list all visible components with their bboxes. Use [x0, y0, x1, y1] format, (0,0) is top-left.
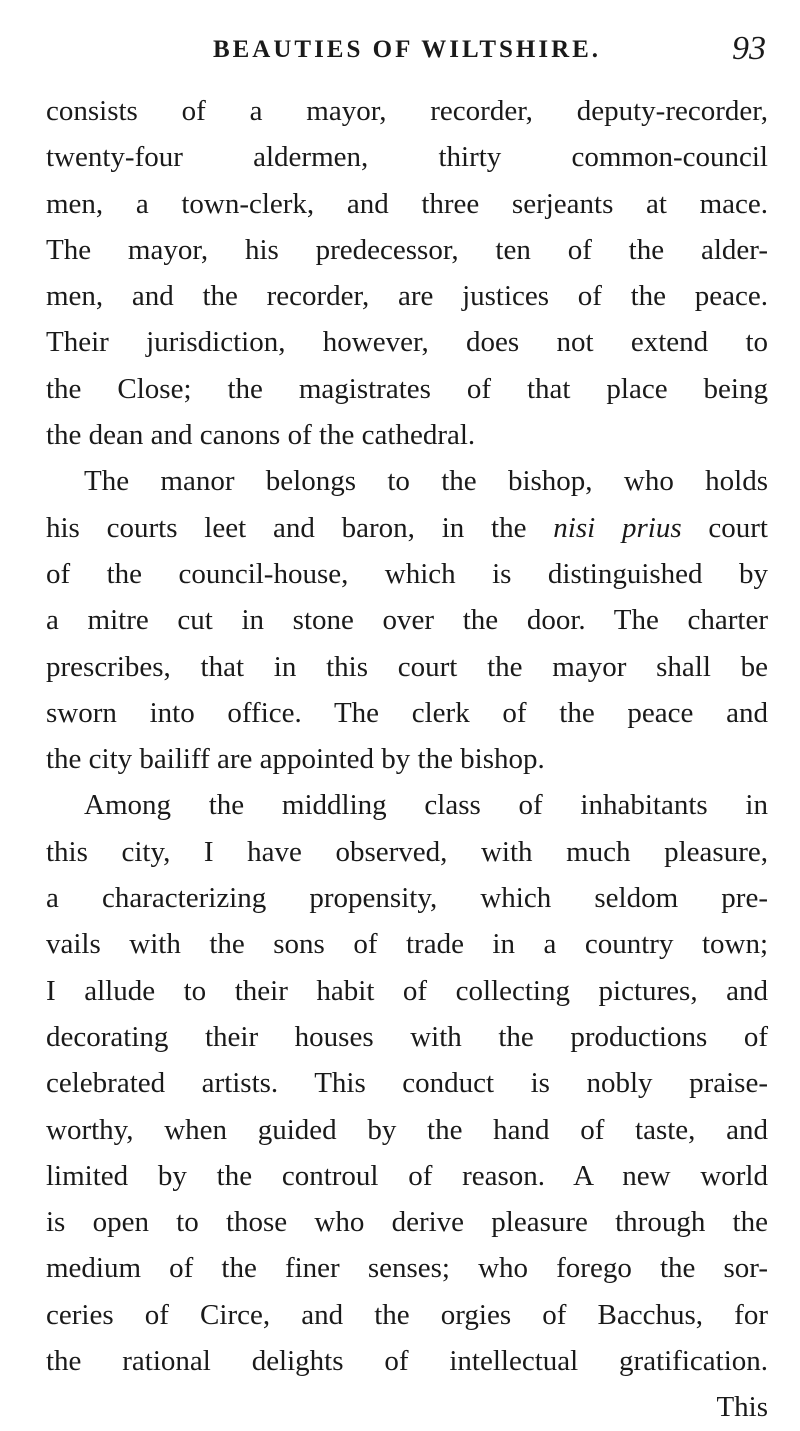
- text-segment: his courts leet and baron, in the: [46, 511, 554, 544]
- text-line: medium of the finer senses; who forego the sor-: [46, 1252, 768, 1285]
- text-line: is open to those who derive pleasure through the: [46, 1206, 768, 1239]
- page-header: [46, 30, 768, 78]
- text-line: The mayor, his predecessor, ten of the alder-: [46, 233, 768, 266]
- text-line: of the council-house, which is distinguished by: [46, 557, 768, 590]
- text-line: men, and the recorder, are justices of the peace.: [46, 280, 768, 313]
- text-line: men, a town-clerk, and three serjeants at mace.: [46, 187, 768, 220]
- text-line: this city, I have observed, with much pleasure,: [46, 835, 768, 868]
- text-line: Their jurisdiction, however, does not extend to: [46, 326, 768, 359]
- text-line: The manor belongs to the bishop, who holds: [84, 465, 768, 498]
- text-line: a characterizing propensity, which seldom pre-: [46, 882, 768, 915]
- catchword: This: [716, 1391, 768, 1424]
- text-line: celebrated artists. This conduct is nobly praise-: [46, 1067, 768, 1100]
- text-line: the city bailiff are appointed by the bishop.: [46, 743, 545, 776]
- text-line: Among the middling class of inhabitants in: [84, 789, 768, 822]
- text-line: limited by the controul of reason. A new world: [46, 1159, 768, 1192]
- page-number: 93: [732, 30, 766, 67]
- text-line: the Close; the magistrates of that place being: [46, 372, 768, 405]
- text-line: sworn into office. The clerk of the peace and: [46, 696, 768, 729]
- italic-phrase: nisi prius: [553, 511, 682, 544]
- text-line: the rational delights of intellectual gratification.: [46, 1345, 768, 1378]
- text-line: I allude to their habit of collecting pictures, and: [46, 974, 768, 1007]
- paragraph-1: [46, 88, 768, 458]
- paragraph-3: [46, 782, 768, 1384]
- body-text: [46, 88, 768, 1431]
- text-line: the dean and canons of the cathedral.: [46, 419, 476, 452]
- text-line: twenty-four aldermen, thirty common-council: [46, 141, 768, 174]
- text-line-with-italic: [46, 505, 768, 551]
- text-line: ceries of Circe, and the orgies of Bacchus, for: [46, 1298, 768, 1331]
- text-line: consists of a mayor, recorder, deputy-recorder,: [46, 95, 768, 127]
- text-line: prescribes, that in this court the mayor shall be: [46, 650, 768, 683]
- text-line: vails with the sons of trade in a country town;: [46, 928, 768, 961]
- text-segment: court: [681, 511, 768, 544]
- text-line: a mitre cut in stone over the door. The charter: [46, 604, 768, 637]
- text-line: decorating their houses with the productions of: [46, 1020, 768, 1053]
- text-line: worthy, when guided by the hand of taste, and: [46, 1113, 768, 1146]
- paragraph-2: [46, 458, 768, 782]
- running-title: BEAUTIES OF WILTSHIRE.: [212, 36, 602, 63]
